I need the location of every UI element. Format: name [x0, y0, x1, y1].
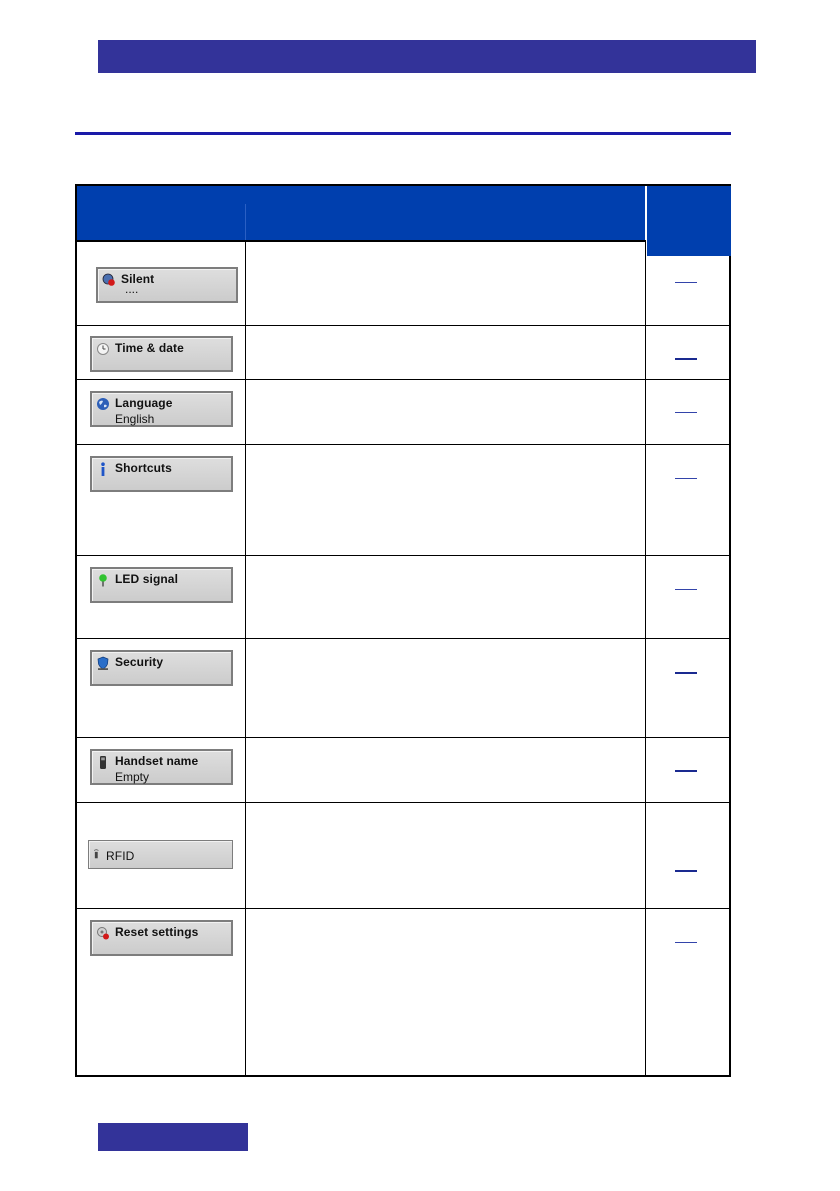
silent-icon [102, 273, 116, 287]
menu-item-led-signal[interactable] [90, 567, 233, 603]
table-header-page-column [647, 186, 731, 256]
page-reference-link[interactable] [675, 412, 697, 413]
section-divider [75, 132, 731, 135]
table-header [77, 186, 645, 240]
globe-icon [96, 397, 110, 411]
page-footer-bar [98, 1123, 248, 1151]
menu-item-title: Handset name [115, 754, 199, 768]
table-header-divider [245, 204, 246, 240]
page-reference-link[interactable] [675, 358, 697, 360]
menu-item-silent[interactable] [96, 267, 238, 303]
led-icon [96, 573, 110, 587]
menu-item-shortcuts[interactable] [90, 456, 233, 492]
page-reference-link[interactable] [675, 770, 697, 772]
menu-item-reset-settings[interactable] [90, 920, 233, 956]
menu-item-title: LED signal [115, 572, 179, 586]
menu-item-rfid[interactable] [88, 840, 233, 869]
page-header-bar [98, 40, 756, 73]
page-reference-link[interactable] [675, 942, 697, 943]
page-reference-link[interactable] [675, 589, 697, 590]
handset-icon [96, 755, 110, 769]
menu-item-value: .... [125, 282, 139, 296]
page-reference-link[interactable] [675, 672, 697, 674]
reset-icon [96, 926, 110, 940]
page-reference-link[interactable] [675, 478, 697, 479]
menu-item-title: Time & date [115, 341, 184, 355]
menu-item-title: Silent [121, 272, 155, 286]
menu-item-title: Shortcuts [115, 461, 172, 475]
info-icon [96, 462, 110, 476]
menu-item-handset-name[interactable] [90, 749, 233, 785]
page-reference-link[interactable] [675, 282, 697, 283]
menu-item-title: Reset settings [115, 925, 199, 939]
menu-item-value: English [115, 412, 155, 426]
menu-item-title: RFID [106, 849, 135, 863]
menu-item-time-date[interactable] [90, 336, 233, 372]
clock-icon [96, 342, 110, 356]
menu-item-title: Security [115, 655, 164, 669]
menu-item-title: Language [115, 396, 173, 410]
menu-item-security[interactable] [90, 650, 233, 686]
rfid-icon [92, 847, 102, 861]
page-reference-link[interactable] [675, 870, 697, 872]
menu-item-value: Empty [115, 770, 150, 784]
shield-icon [96, 656, 110, 670]
menu-item-language[interactable] [90, 391, 233, 427]
